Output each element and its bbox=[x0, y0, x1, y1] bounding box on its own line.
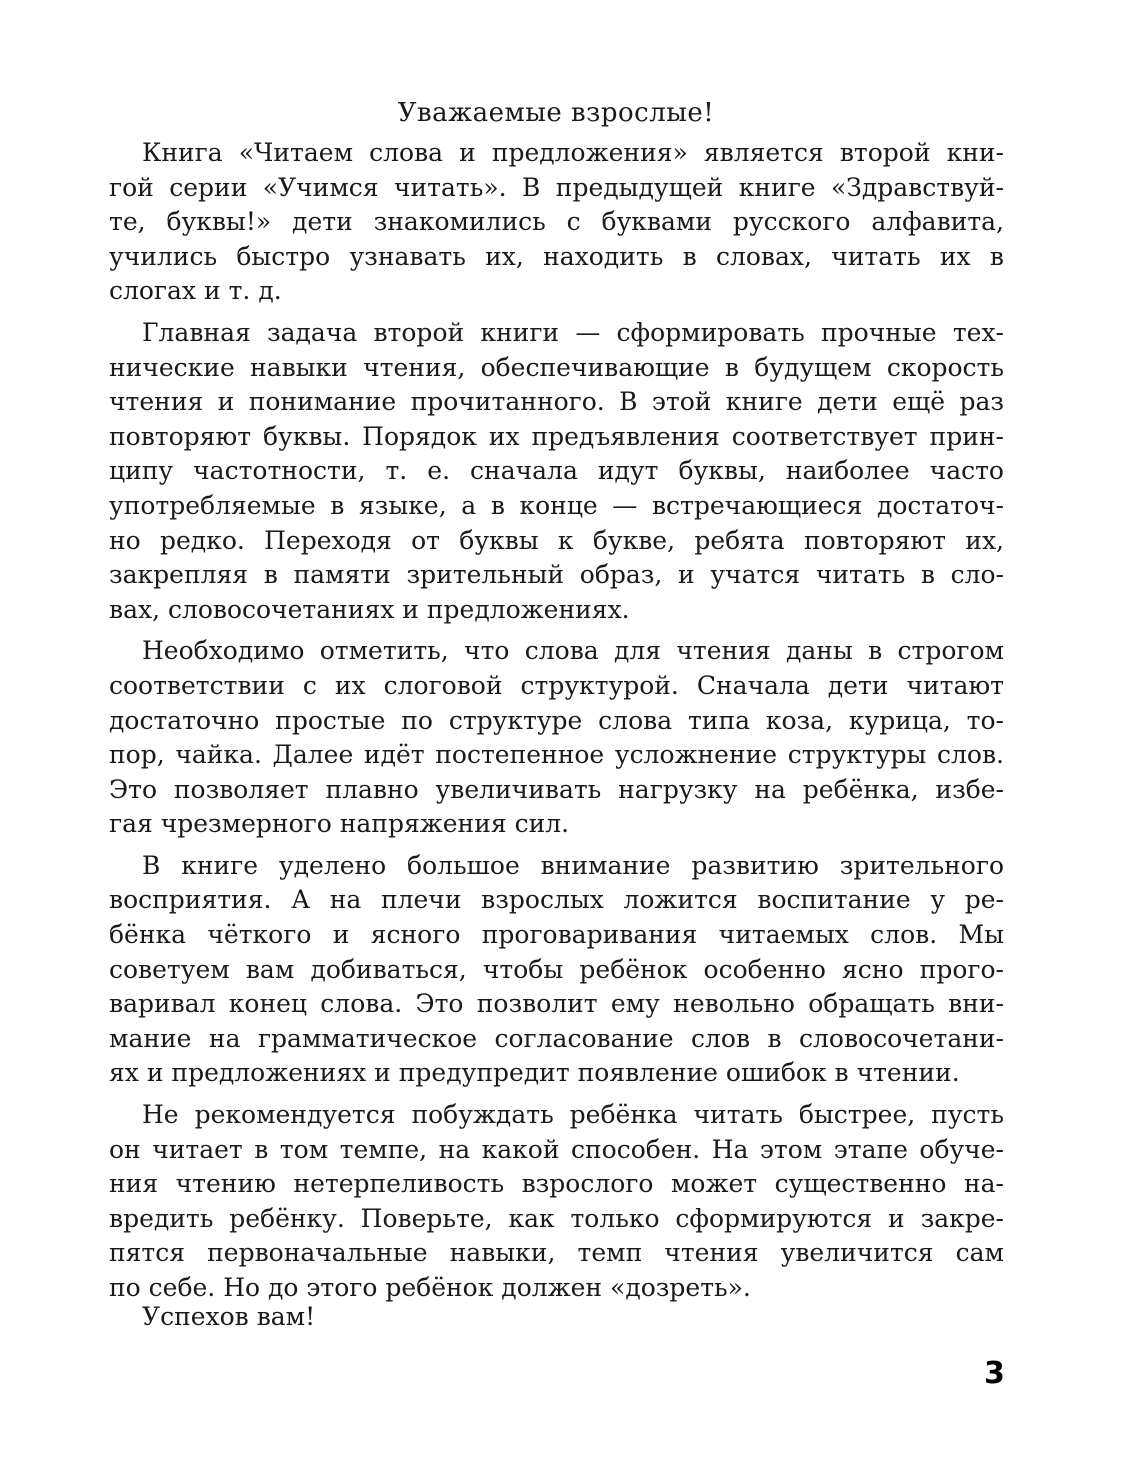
text-line: он читает в том темпе, на какой способен. На этом этапе обуче- bbox=[109, 1134, 1004, 1164]
text-line: закрепляя в памяти зрительный образ, и учатся читать в сло- bbox=[109, 560, 1004, 590]
text-line: советуем вам добиваться, чтобы ребёнок особенно ясно прого- bbox=[109, 954, 1004, 984]
text-line: Необходимо отметить, что слова для чтения даны в строгом bbox=[142, 636, 1004, 666]
text-line: слогах и т. д. bbox=[109, 276, 282, 306]
text-line: варивал конец слова. Это позволит ему невольно обращать вни- bbox=[109, 989, 1004, 1019]
text-line: ния чтению нетерпеливость взрослого может существенно на- bbox=[109, 1169, 1004, 1199]
text-line: Это позволяет плавно увеличивать нагрузку на ребёнка, избе- bbox=[109, 774, 1004, 804]
text-line: мание на грамматическое согласование слов в словосочетани- bbox=[109, 1023, 1004, 1053]
text-line: ях и предложениях и предупредит появление ошибок в чтении. bbox=[109, 1058, 960, 1088]
paragraph bbox=[109, 849, 1004, 1091]
paragraph bbox=[109, 634, 1004, 842]
text-line: соответствии с их слоговой структурой. Сначала дети читают bbox=[109, 670, 1004, 700]
text-line: те, буквы!» дети знакомились с буквами русского алфавита, bbox=[109, 207, 1004, 237]
paragraph bbox=[109, 136, 1004, 309]
page-number: 3 bbox=[984, 1356, 1005, 1391]
text-line: бёнка чёткого и ясного проговаривания читаемых слов. Мы bbox=[109, 920, 1004, 950]
text-line: Не рекомендуется побуждать ребёнка читать быстрее, пусть bbox=[142, 1100, 1004, 1130]
paragraph bbox=[109, 1098, 1004, 1306]
text-line: по себе. Но до этого ребёнок должен «дозреть». bbox=[109, 1273, 751, 1302]
text-line: чтения и понимание прочитанного. В этой книге дети ещё раз bbox=[109, 387, 1004, 417]
text-line: пятся первоначальные навыки, темп чтения увеличится сам bbox=[109, 1238, 1004, 1268]
text-line: употребляемые в языке, а в конце — встречающиеся достаточ- bbox=[109, 490, 1004, 520]
text-line: учились быстро узнавать их, находить в словах, читать их в bbox=[109, 241, 1004, 271]
text-line: В книге уделено большое внимание развитию зрительного bbox=[142, 850, 1004, 880]
text-line: ципу частотности, т. е. сначала идут буквы, наиболее часто bbox=[109, 456, 1004, 486]
page-title: Уважаемые взрослые! bbox=[397, 98, 715, 128]
closing-line: Успехов вам! bbox=[142, 1302, 316, 1331]
text-line: вредить ребёнку. Поверьте, как только сформируются и закре- bbox=[109, 1203, 1004, 1233]
text-line: Книга «Читаем слова и предложения» является второй кни- bbox=[142, 138, 1004, 167]
text-line: восприятия. А на плечи взрослых ложится воспитание у ре- bbox=[109, 885, 1004, 915]
text-line: гой серии «Учимся читать». В предыдущей книге «Здравствуй- bbox=[109, 172, 1004, 202]
document-body bbox=[109, 136, 1004, 1313]
text-line: вах, словосочетаниях и предложениях. bbox=[109, 594, 630, 624]
text-line: Главная задача второй книги — сформировать прочные тех- bbox=[142, 317, 1004, 347]
text-line: повторяют буквы. Порядок их предъявления соответствует прин- bbox=[109, 421, 1004, 451]
text-line: нические навыки чтения, обеспечивающие в будущем скорость bbox=[109, 352, 1004, 382]
text-line: достаточно простые по структуре слова типа коза, курица, то- bbox=[109, 705, 1004, 735]
paragraph bbox=[109, 316, 1004, 627]
text-line: гая чрезмерного напряжения сил. bbox=[109, 809, 570, 839]
text-line: но редко. Переходя от буквы к букве, ребята повторяют их, bbox=[109, 525, 1004, 555]
text-line: пор, чайка. Далее идёт постепенное усложнение структуры слов. bbox=[109, 740, 1004, 770]
